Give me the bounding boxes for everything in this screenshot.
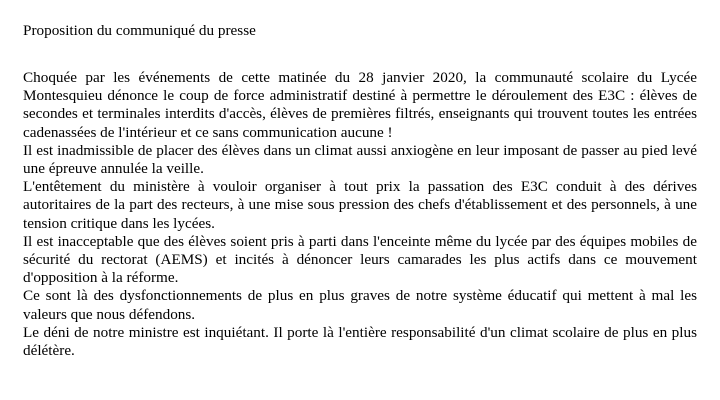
- paragraph: Il est inadmissible de placer des élèves dans un climat aussi anxiogène en leur imposant de passer au pied levé une épreuve annulée la veille.: [23, 141, 697, 178]
- document-title: Proposition du communiqué du presse: [23, 22, 256, 39]
- paragraph: Choquée par les événements de cette matinée du 28 janvier 2020, la communauté scolaire du Lycée Montesquieu dénonce le coup de force administratif destiné à permettre le déroulement des E3C : élèves de secondes et terminales interdits d'accès, élèves de premières filtrés, enseignants qui trouvent toutes les entrées cadenassées de l'intérieur et ce sans communication aucune !: [23, 69, 697, 141]
- document-body: [23, 69, 697, 360]
- paragraph: Il est inacceptable que des élèves soient pris à parti dans l'enceinte même du lycée par des équipes mobiles de sécurité du rectorat (AEMS) et incités à dénoncer leurs camarades les plus actifs dans ce mouvement d'opposition à la réforme.: [23, 232, 697, 287]
- paragraph: L'entêtement du ministère à vouloir organiser à tout prix la passation des E3C conduit à des dérives autoritaires de la part des recteurs, à une mise sous pression des chefs d'établissement et des personnels, à une tension critique dans les lycées.: [23, 178, 697, 232]
- paragraph: Le déni de notre ministre est inquiétant. Il porte là l'entière responsabilité d'un climat scolaire de plus en plus délétère.: [23, 323, 697, 360]
- document-page: [23, 21, 697, 360]
- paragraph: Ce sont là des dysfonctionnements de plus en plus graves de notre système éducatif qui mettent à mal les valeurs que nous défendons.: [23, 287, 697, 323]
